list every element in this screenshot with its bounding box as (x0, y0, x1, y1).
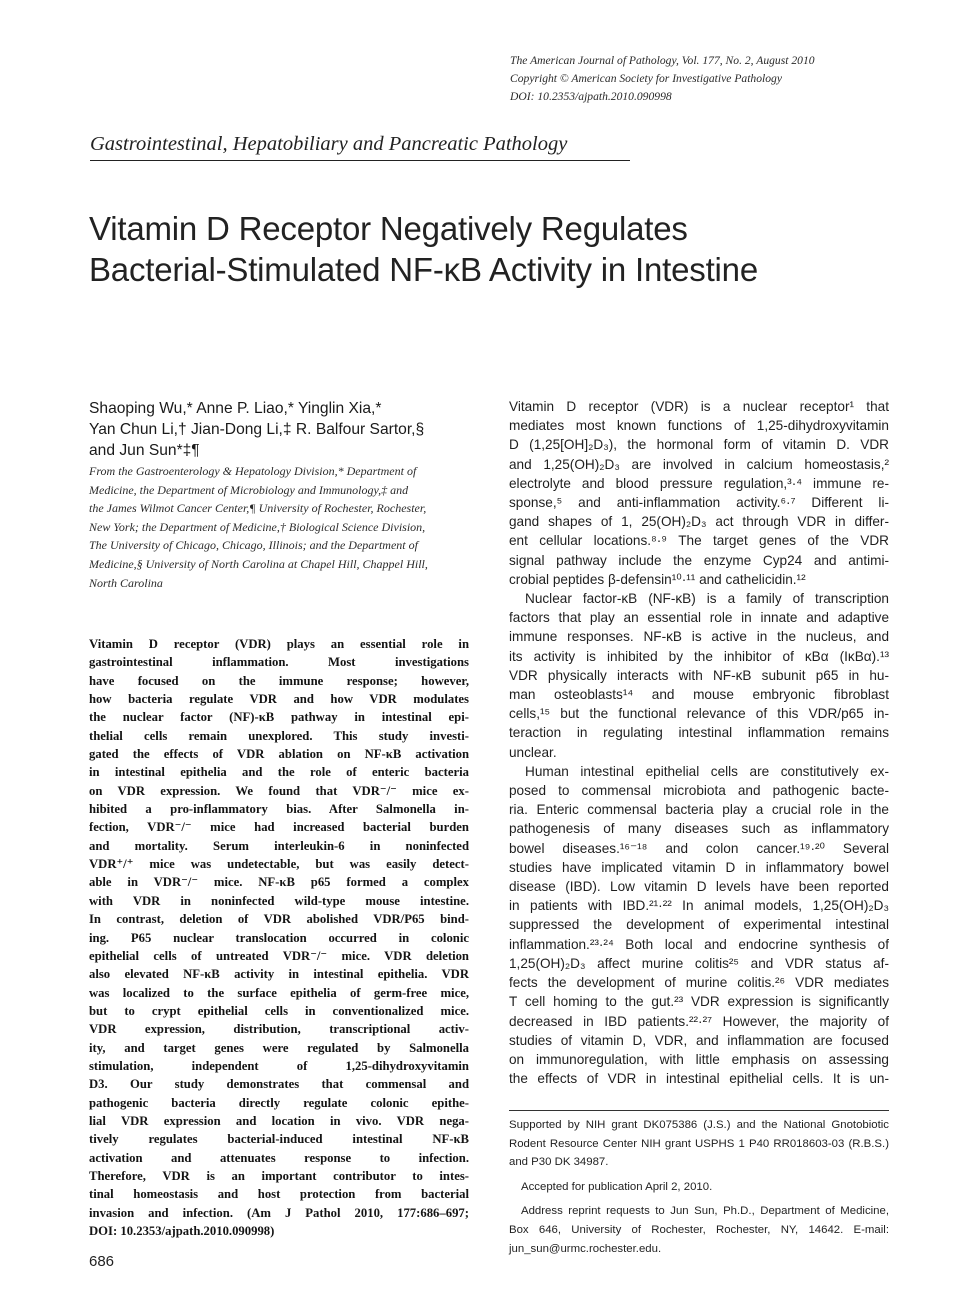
author-line: Yan Chun Li,† Jian-Dong Li,‡ R. Balfour Sartor,§ (89, 421, 425, 438)
affiliation-line: North Carolina (89, 575, 163, 590)
page-number: 686 (89, 1253, 115, 1270)
body-line: studies have implicated vitamin D in inflammatory bowel (509, 859, 889, 875)
body-line: unclear. (509, 744, 557, 760)
body-line: its activity is inhibited by the inhibitor of κBα (IκBα).¹³ (509, 648, 889, 664)
body-line: crobial peptides β-defensin¹⁰·¹¹ and cathelicidin.¹² (509, 571, 806, 587)
abstract-line: how bacteria regulate VDR and how VDR modulates (89, 692, 469, 707)
affiliation-line: Medicine, the Department of Microbiology and Immunology,‡ and (89, 482, 409, 497)
body-line: studies of vitamin D, VDR, and inflammation are focused (509, 1032, 889, 1048)
abstract-line: fection, VDR⁻/⁻ mice had increased bacterial burden (89, 820, 469, 835)
body-line: the effects of VDR in intestinal epithelial cells. It is un- (509, 1071, 889, 1087)
funding-note-line: and P30 DK 34987. (509, 1156, 609, 1169)
abstract-line: ity, and target genes were regulated by Salmonella (89, 1040, 469, 1055)
address-note-line: Address reprint requests to Jun Sun, Ph.D., Department of Medicine, (521, 1205, 889, 1218)
body-line: cells,¹⁵ but the functional relevance of this VDR/p65 in- (509, 706, 889, 722)
article-title (89, 208, 909, 290)
journal-doi: DOI: 10.2353/ajpath.2010.090998 (510, 90, 672, 103)
abstract-line: also elevated NF-κB activity in intestinal epithelia. VDR (89, 967, 469, 982)
journal-copyright: Copyright © American Society for Investigative Pathology (510, 72, 782, 85)
affiliation-line: Medicine,§ University of North Carolina at Chapel Hill, Chappel Hill, (89, 556, 428, 571)
abstract-line: with VDR in noninfected wild-type mouse intestine. (89, 893, 469, 908)
funding-note-line: Supported by NIH grant DK075386 (J.S.) and the National Gnotobiotic (509, 1119, 889, 1131)
funding-note-line: Rodent Resource Center NIH grant USPHS 1 P40 RR018603-03 (R.B.S.) (509, 1137, 889, 1150)
abstract-line: able in VDR⁻/⁻ mice. NF-κB p65 formed a complex (89, 875, 469, 890)
title-line: Bacterial-Stimulated NF-κB Activity in Intestine (89, 251, 758, 288)
abstract-line: was localized to the surface epithelia of germ-free mice, (89, 985, 469, 1000)
abstract-line: in intestinal epithelia and the role of enteric bacteria (89, 765, 469, 780)
abstract-line: epithelial cells of untreated VDR⁻/⁻ mice. VDR deletion (89, 948, 469, 963)
footnotes (509, 1116, 889, 1258)
abstract-line: tinal homeostasis and host protection from bacterial (89, 1187, 469, 1202)
body-line: sponse,⁵ and anti-inflammation activity.⁶·⁷ Different li- (509, 495, 889, 511)
body-line: T cell homing to the gut.²³ VDR expression is significantly (509, 994, 889, 1010)
abstract-line: gated the effects of VDR ablation on NF-κB activation (89, 747, 469, 762)
body-line: D (1,25[OH]₂D₃), the hormonal form of vitamin D. VDR (509, 437, 889, 453)
body-line: electrolyte and blood pressure regulation,³·⁴ immune re- (509, 475, 889, 491)
body-line: ent cellular locations.⁸·⁹ The target genes of the VDR (509, 533, 889, 549)
abstract-line: have focused on the immune response; however, (89, 673, 469, 688)
abstract-line: ing. P65 nuclear translocation occurred in colonic (89, 930, 469, 945)
body-line: gand shapes of 1, 25(OH)₂D₃ act through VDR in differ- (509, 514, 889, 530)
abstract-line: thelial cells remain unexplored. This study investi- (89, 728, 469, 743)
body-text-column (509, 397, 889, 1088)
section-heading: Gastrointestinal, Hepatobiliary and Pancreatic Pathology (90, 130, 630, 161)
affiliation-line: The University of Chicago, Chicago, Illinois; and the Department of (89, 538, 418, 553)
abstract-line: on VDR expression. We found that VDR⁻/⁻ mice ex- (89, 783, 469, 798)
abstract-line: but to crypt epithelial cells in conventionalized mice. (89, 1003, 469, 1018)
body-line: fects the development of murine colitis.²⁶ VDR mediates (509, 975, 889, 991)
contact-email[interactable]: jun_sun@urmc.rochester.edu. (509, 1242, 662, 1255)
body-line: mediates most known functions of 1,25-dihydroxyvitamin (509, 418, 889, 434)
abstract-line: In contrast, deletion of VDR abolished VDR/P65 bind- (89, 912, 469, 927)
body-line: inflammation.²³·²⁴ Both local and endocrine synthesis of (509, 936, 889, 952)
body-line: pathogenesis of many diseases such as inflammatory (509, 821, 889, 837)
author-line: and Jun Sun*‡¶ (89, 442, 200, 459)
abstract-line: invasion and infection. (Am J Pathol 2010, 177:686–697; (89, 1205, 469, 1220)
abstract-line: VDR expression, distribution, transcriptional activ- (89, 1022, 469, 1037)
abstract-line: stimulation, independent of 1,25-dihydroxyvitamin (89, 1058, 469, 1073)
body-line: and 1,25(OH)₂D₃ are involved in calcium homeostasis,² (509, 456, 889, 472)
body-line: bowel diseases.¹⁶⁻¹⁸ and colon cancer.¹⁹·²⁰ Several (509, 840, 889, 856)
body-line: Nuclear factor-κB (NF-κB) is a family of transcription (525, 591, 889, 607)
abstract-line: tively regulates bacterial-induced intestinal NF-κB (89, 1132, 469, 1147)
abstract-line: pathogenic bacteria directly regulate colonic epithe- (89, 1095, 469, 1110)
body-line: Vitamin D receptor (VDR) is a nuclear receptor¹ that (509, 399, 889, 414)
journal-header (510, 52, 930, 106)
body-line: in patients with IBD.²¹·²² In animal models, 1,25(OH)₂D₃ (509, 898, 889, 914)
abstract-line: gastrointestinal inflammation. Most investigations (89, 655, 469, 670)
abstract-line: and mortality. Serum interleukin-6 in noninfected (89, 838, 469, 853)
abstract (89, 635, 469, 1240)
affiliation-block (89, 462, 471, 592)
body-line: Human intestinal epithelial cells are constitutively ex- (525, 763, 889, 779)
abstract-line: lial VDR expression and location in vivo. VDR nega- (89, 1113, 469, 1128)
abstract-line: the nuclear factor (NF)-κB pathway in intestinal epi- (89, 710, 469, 725)
author-line: Shaoping Wu,* Anne P. Liao,* Yinglin Xia,* (89, 400, 382, 417)
accepted-date: Accepted for publication April 2, 2010. (521, 1180, 713, 1193)
body-line: factors that play an essential role in innate and adaptive (509, 610, 889, 626)
body-line: 1,25(OH)₂D₃ affect murine colitis²⁵ and VDR status af- (509, 955, 889, 971)
abstract-line: DOI: 10.2353/ajpath.2010.090998) (89, 1224, 275, 1238)
body-line: VDR physically interacts with NF-κB subunit p65 in hu- (509, 667, 889, 683)
body-line: immune responses. NF-κB is active in the nucleus, and (509, 629, 889, 645)
abstract-line: D3. Our study demonstrates that commensal and (89, 1077, 469, 1092)
body-line: ria. Enteric commensal bacteria play a crucial role in the (509, 802, 889, 818)
body-line: disease (IBD). Low vitamin D levels have been reported (509, 879, 889, 895)
body-line: on immunoregulation, with little emphasis on assessing (509, 1051, 889, 1067)
abstract-line: hibited a pro-inflammatory bias. After Salmonella in- (89, 802, 469, 817)
body-line: suppressed the development of experimental intestinal (509, 917, 889, 933)
affiliation-line: From the Gastroenterology & Hepatology Division,* Department of (89, 464, 417, 478)
body-line: teraction in regulating intestinal inflammation remains (509, 725, 889, 741)
footnote-divider (509, 1110, 889, 1111)
affiliation-line: the James Wilmot Cancer Center,¶ University of Rochester, Rochester, (89, 501, 427, 516)
affiliation-line: New York; the Department of Medicine,† Biological Science Division, (89, 519, 426, 534)
abstract-line: Vitamin D receptor (VDR) plays an essential role in (89, 637, 469, 651)
body-line: posed to commensal microbiota and pathogenic bacte- (509, 783, 889, 799)
body-line: decreased in IBD patients.²²·²⁷ However, the majority of (509, 1013, 889, 1029)
abstract-line: activation and attenuates response to infection. (89, 1150, 469, 1165)
author-list (89, 398, 479, 461)
body-line: signal pathway include the enzyme Cyp24 and antimi- (509, 552, 889, 568)
abstract-line: Therefore, VDR is an important contributor to intes- (89, 1168, 469, 1183)
abstract-line: VDR⁺/⁺ mice was undetectable, but was easily detect- (89, 857, 469, 872)
journal-citation: The American Journal of Pathology, Vol. 177, No. 2, August 2010 (510, 54, 815, 67)
address-note-line: Box 646, University of Rochester, Rochester, NY, 14642. E-mail: (509, 1223, 889, 1236)
body-line: man osteoblasts¹⁴ and mouse embryonic fibroblast (509, 687, 889, 703)
title-line: Vitamin D Receptor Negatively Regulates (89, 210, 688, 247)
